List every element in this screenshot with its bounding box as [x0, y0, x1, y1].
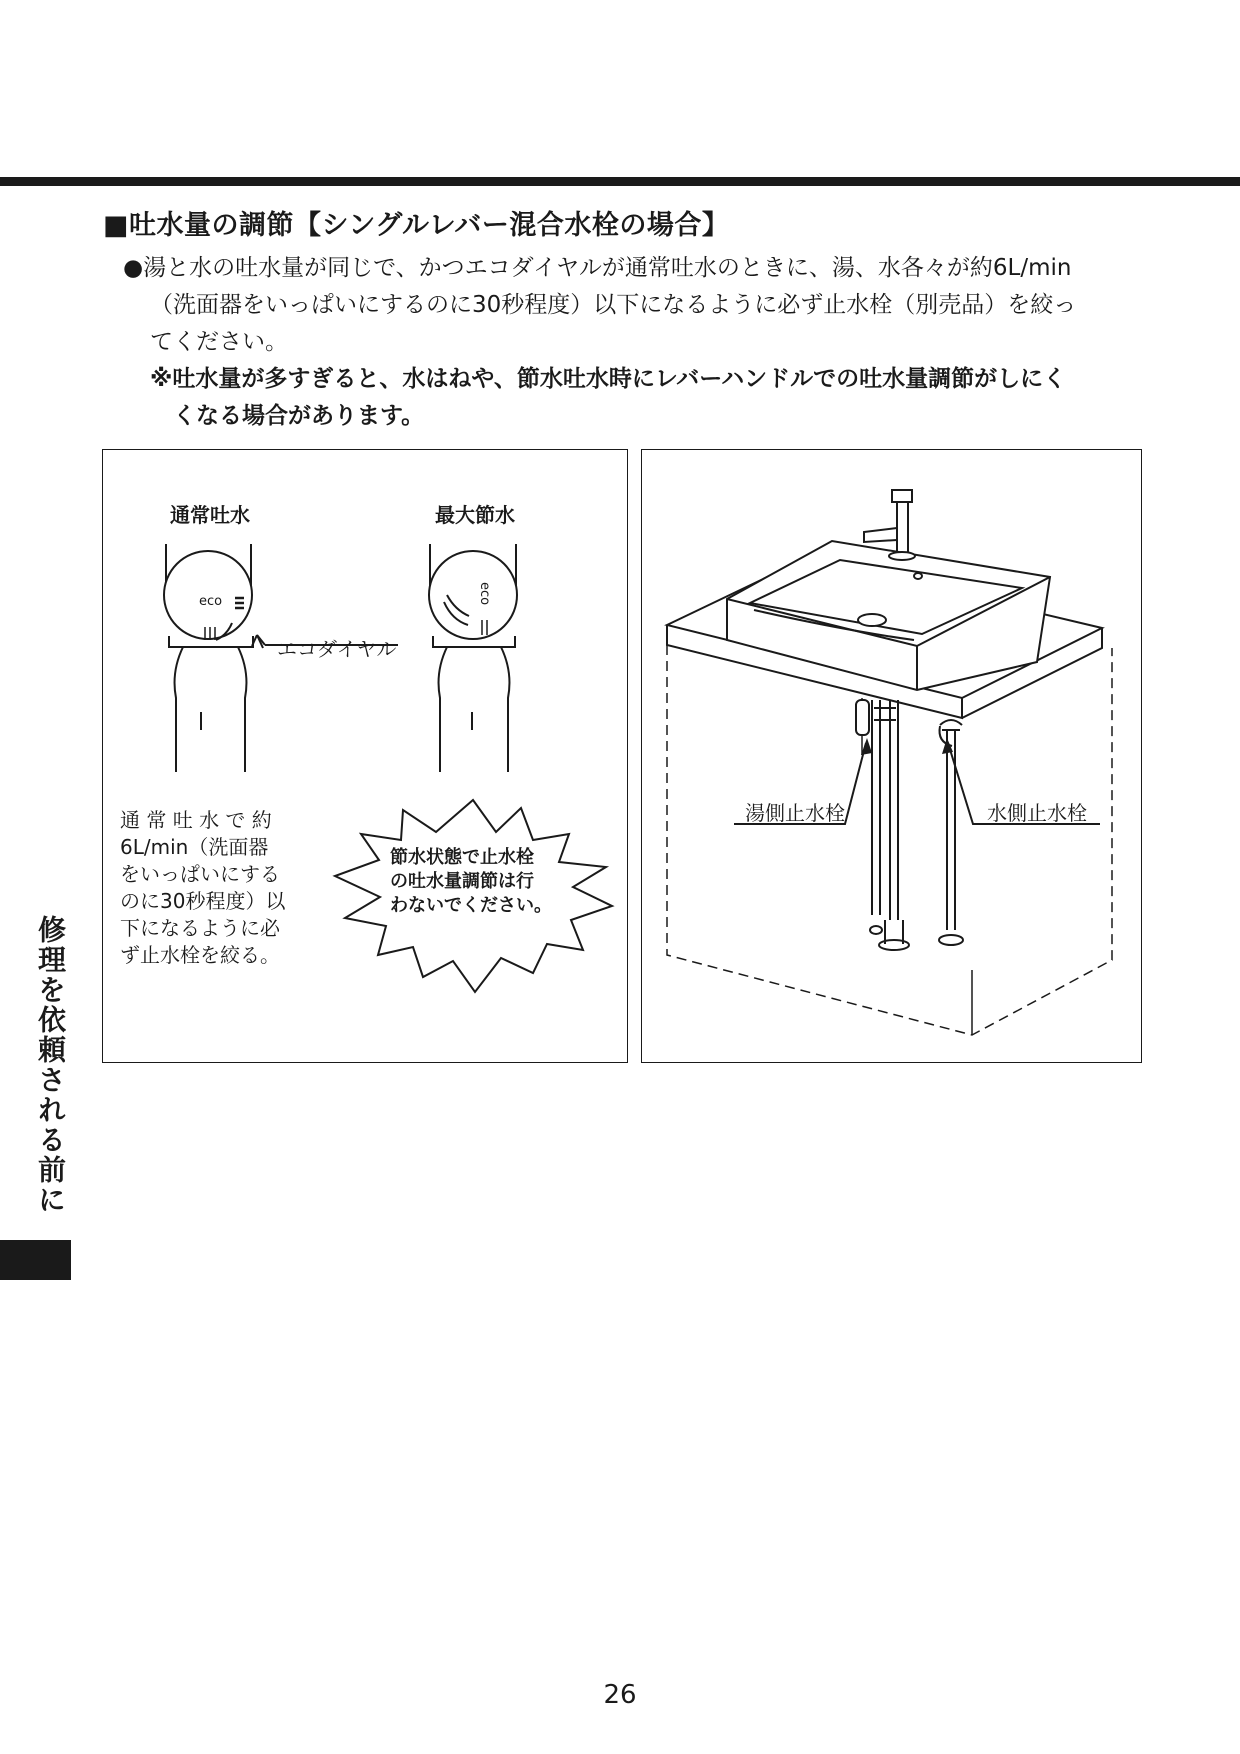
flow-instruction-line: ず止水栓を絞る。: [120, 943, 280, 967]
dial-illustration-panel: [102, 449, 628, 1063]
dial-eco-mark-max: eco: [477, 582, 492, 606]
warning-line: わないでください。: [390, 895, 552, 916]
eco-dial-label: エコダイヤル: [277, 637, 397, 661]
vanity-illustration-panel: [641, 449, 1142, 1063]
flow-instruction-line: のに30秒程度）以: [120, 889, 286, 913]
flow-instruction-line: 下になるように必: [120, 916, 280, 940]
faucet-dial-drawing: [103, 450, 626, 1061]
section-heading: ■吐水量の調節【シングルレバー混合水栓の場合】: [103, 210, 730, 241]
note-line-2: くなる場合があります。: [173, 403, 425, 429]
cold-valve-label: 水側止水栓: [987, 801, 1087, 825]
bullet-line-1: ●湯と水の吐水量が同じで、かつエコダイヤルが通常吐水のときに、湯、水各々が約6L/min: [123, 255, 1072, 281]
hot-valve-label: 湯側止水栓: [745, 801, 845, 825]
vanity-drawing: [642, 450, 1140, 1061]
page-number: 26: [603, 1680, 637, 1710]
note-line-1: ※吐水量が多すぎると、水はねや、節水吐水時にレバーハンドルでの吐水量調節がしにく: [150, 366, 1067, 392]
bullet-line-2: （洗面器をいっぱいにするのに30秒程度）以下になるように必ず止水栓（別売品）を絞っ: [150, 292, 1077, 318]
warning-line: 節水状態で止水栓: [390, 847, 534, 868]
flow-instruction-line: をいっぱいにする: [120, 862, 280, 886]
top-rule: [0, 177, 1240, 186]
flow-instruction: [120, 807, 302, 969]
bullet-line-3: てください。: [150, 329, 288, 355]
max-saving-label: 最大節水: [435, 503, 515, 527]
side-tab-marker: [0, 1240, 71, 1280]
flow-instruction-line: 通 常 吐 水 で 約: [120, 808, 272, 832]
warning-line: の吐水量調節は行: [390, 871, 534, 892]
normal-flow-label: 通常吐水: [170, 503, 250, 527]
instruction-bullet: [123, 250, 1143, 361]
dial-eco-mark-normal: eco: [199, 594, 223, 609]
caution-note: [150, 361, 1140, 435]
warning-text: [390, 846, 560, 918]
side-chapter-tab: 修理を依頼される前に: [34, 915, 67, 1215]
flow-instruction-line: 6L/min（洗面器: [120, 835, 269, 859]
